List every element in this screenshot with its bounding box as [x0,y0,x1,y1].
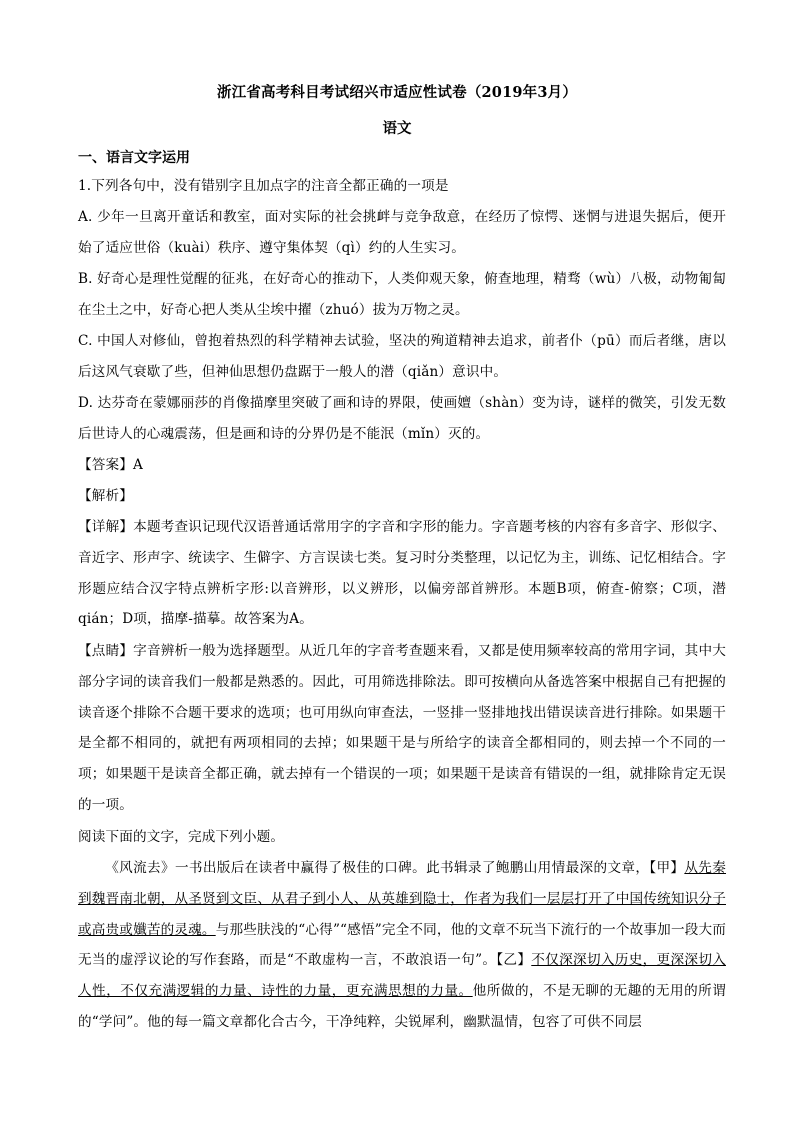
option-b: B. 好奇心是理性觉醒的征兆，在好奇心的推动下，人类仰观天象，俯查地理，精骛（wù）八极，动物匍匐在尘土之中，好奇心把人类从尘埃中擢（zhuó）拔为万物之灵。 [78,271,726,318]
section-heading: 一、语言文字运用 [78,150,190,166]
subject-title: 语文 [382,120,412,137]
option-a: A. 少年一旦离开童话和教室，面对实际的社会挑衅与竞争敌意，在经历了惊愕、迷惘与进退失据后，便开始了适应世俗（kuài）秩序、遵守集体契（qì）约的人生实习。 [78,209,726,256]
underlined-sentence-yi: 不仅深深切入历史，更深深切入人性，不仅充满逻辑的力量、诗性的力量，更充满思想的力量。 [78,952,726,1000]
underlined-sentence-jia: 从先秦到魏晋南北朝，从圣贤到文臣、从君子到小人、从英雄到隐士，作者为我们一层层打开了中国传统知识分子或高贵或孅苦的灵魂。 [78,860,727,938]
tip-explanation: 【点睛】字音辨析一般为选择题型。从近几年的字音考查题来看，又都是使用频率较高的常用字词，其中大部分字词的读音我们一般都是熟悉的。因此，可用筛选排除法。即可按横向从备选答案中根据自己有把握的读音逐个排除不合题干要求的选项；也可用纵向审查法，一竖排一竖排地找出错误读音进行排除。如果题干是全都不相同的，就把有两项相同的去掉；如果题干是与所给字的读音全都相同的，则去掉一个不同的一项；如果题干是读音全都正确，就去掉有一个错误的一项；如果题干是读音有错误的一组，就排除肯定无误的一项。 [78,643,726,813]
passage-text-3: 他所做的，不是无聊的无趣的无用的所谓的“学问”。他的每一篇文章都化合古今，干净纯粹，尖锐犀利，幽默温情，包容了可供不同层 [78,983,727,1030]
answer-line: 【答案】A [78,457,143,473]
exam-title: 浙江省高考科目考试绍兴市适应性试卷（2019年3月） [216,84,578,101]
detail-explanation: 【详解】本题考查识记现代汉语普通话常用字的字音和字形的能力。字音题考核的内容有多音字、形似字、音近字、形声字、统读字、生僻字、方言误读七类。复习时分类整理，以记忆为主，训练、记忆相结合。字形题应结合汉字特点辨析字形:以音辨形，以义辨形，以偏旁部首辨形。本题B项，俯查-俯察；C项，潜qián；D项，描摩-描摹。故答案为A。 [78,519,726,628]
passage-text-1: 《风流去》一书出版后在读者中赢得了极佳的口碑。此书辑录了鲍鹏山用情最深的文章，【甲】 [105,860,685,876]
analysis-label: 【解析】 [78,488,133,504]
reading-passage [78,853,726,1038]
option-c: C. 中国人对修仙，曾抱着热烈的科学精神去试验，坚决的殉道精神去追求，前者仆（pū）而后者继，唐以后这风气衰歇了些，但神仙思想仍盘踞于一般人的潜（qiǎn）意识中。 [78,333,726,380]
reading-instruction: 阅读下面的文字，完成下列小题。 [78,829,285,845]
question-stem: 1.下列各句中，没有错别字且加点字的注音全都正确的一项是 [78,178,449,194]
passage-text-2: 与那些肤浅的“心得”“感悟”完全不同，他的文章不玩当下流行的一个故事加一段大而无当的虚浮议论的写作套路，而是“不敢虚构一言，不敢浪语一句”。【乙】 [78,921,726,969]
option-d: D. 达芬奇在蒙娜丽莎的肖像描摩里突破了画和诗的界限，使画嬗（shàn）变为诗，谜样的微笑，引发无数后世诗人的心魂震荡，但是画和诗的分界仍是不能泯（mǐn）灭的。 [78,395,726,442]
